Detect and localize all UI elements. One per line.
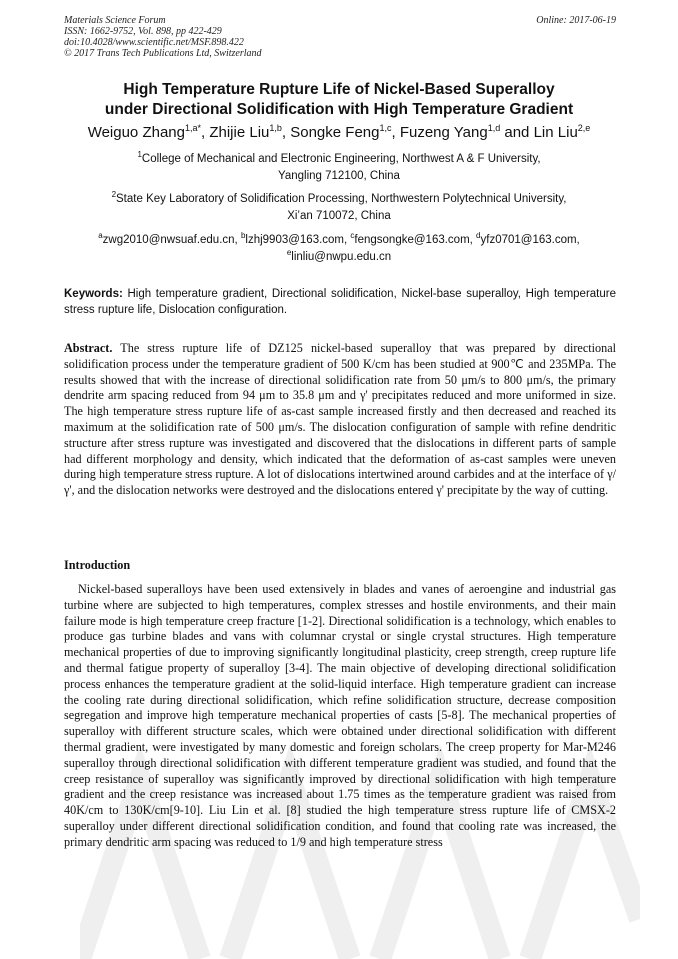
title-line-2: under Directional Solidification with High Temperature Gradient [104, 101, 574, 118]
email-link[interactable]: linliu@nwpu.edu.cn [291, 251, 392, 263]
author-sep: , [201, 124, 210, 141]
email-sup: c [350, 231, 355, 240]
online-date: Online: 2017-06-19 [536, 15, 616, 26]
author-name: Fuzeng Yang [399, 124, 488, 141]
affiliation-line: State Key Laboratory of Solidification Processing, Northwestern Polytechnical University, [116, 193, 567, 205]
affiliation-line: Yangling 712100, China [278, 170, 400, 182]
email-link[interactable]: lzhj9903@163.com, [245, 234, 351, 246]
author-sep: , [281, 124, 291, 141]
email-link[interactable]: zwg2010@nwsuaf.edu.cn, [102, 234, 241, 246]
author-name: Lin Liu [533, 124, 578, 141]
author-sup: 1,c [379, 123, 392, 133]
author-sup: 2,e [577, 123, 591, 133]
introduction-paragraph: Nickel-based superalloys have been used extensively in blades and vanes of aeroengine and industrial gas turbine where are subjected to high temperatures, complex stresses and hostile environments, and their main failure mode is high temperature creep fracture [1-2]. Directional solidification is a technology, which enables to produce gas turbine blades and vans with columnar crystal or single crystal structures. High temperature mechanical properties of due to improving significantly longitudinal plasticity, creep strength, creep rupture life and thermal fatigue property of superalloy [3-4]. The main objective of developing directional solidification process enhances the temperature gradient at the solid-liquid interface. High temperature gradient can increase the cooling rate during directional solidification, which refine solidification structure, decrease composition segregation and improve high temperature mechanical properties of casts [5-8]. The mechanical properties of superalloy with different structure scales, which were obtained under directional solidification with different thermal gradient, were investigated by many domestic and foreign scholars. The creep property for Mar-M246 superalloy through directional solidification with different temperature gradient was studied, and found that the creep resistance of superalloy was significantly improved by directional solidification with high temperature gradient and the creep resistance was increased about 1.75 times as the temperature gradient was raised from 40K/cm to 130K/cm[9-10]. Liu Lin et al. [8] studied the high temperature stress rupture life of CMSX-2 superalloy under different directional solidification condition, and found that cooling rate was increased, the primary dendritic arm spacing was reduced to 1/9 and high temperature stress [64, 582, 616, 849]
author-sup: 1,b [269, 123, 282, 133]
author-list [40, 123, 638, 143]
author-sup: 1,d [487, 123, 501, 133]
keywords-text: High temperature gradient, Directional solidification, Nickel-base superalloy, High temperature stress rupture life, Dislocation configuration. [64, 288, 616, 316]
journal-name: Materials Science Forum [64, 15, 166, 26]
email-sup: b [240, 231, 246, 240]
author-name: Zhijie Liu [209, 124, 270, 141]
email-sup: a [98, 231, 103, 240]
abstract-section [64, 341, 616, 499]
keywords-section [64, 286, 616, 318]
author-name: Songke Feng [290, 124, 380, 141]
copyright: © 2017 Trans Tech Publications Ltd, Switzerland [64, 48, 262, 59]
title-line-1: High Temperature Rupture Life of Nickel-Based Superalloy [123, 81, 555, 98]
email-link[interactable]: yfz0701@163.com, [480, 234, 580, 246]
email-sup: d [476, 231, 481, 240]
journal-header [64, 15, 616, 59]
author-sup: 1,a* [184, 123, 201, 133]
issn: ISSN: 1662-9752, Vol. 898, pp 422-429 [64, 26, 222, 37]
affiliation-sup: 1 [137, 150, 142, 159]
email-sup: e [286, 248, 292, 257]
affiliation-sup: 2 [111, 190, 117, 199]
affiliation-line: Xi’an 710072, China [287, 210, 391, 222]
introduction-heading: Introduction [64, 558, 131, 572]
email-list [60, 232, 618, 266]
keywords-label: Keywords: [64, 288, 123, 300]
affiliation-line: College of Mechanical and Electronic Engineering, Northwest A & F University, [141, 153, 541, 165]
abstract-text: The stress rupture life of DZ125 nickel-based superalloy that was prepared by directional solidification process under the temperature gradient of 500 K/cm has been studied at 900℃ and 235MPa. The results showed that with the increase of directional solidification rate from 50 μm/s to 800 μm/s, the primary dendrite arm spacing reduced from 94 μm to 35.8 μm and γ' precipitates reduced and more uniformed in size. The high temperature stress rupture life of as-cast sample increased firstly and then decreased and reached its maximum at the solidification rate of 500 μm/s. The dislocation configuration of sample with refine dendritic structure after stress rupture was investigated and discovered that the dislocations in different parts of sample had different morphology and density, which indicated that the deformation of as-cast samples were uneven during high temperature stress rupture. A lot of dislocations intertwined around carbides and at the interface of γ/γ', and the dislocation networks were destroyed and the dislocations entered γ' precipitate by the way of cutting. [64, 341, 616, 498]
affiliation-2 [60, 191, 618, 225]
abstract-label: Abstract. [64, 341, 113, 355]
doi: doi:10.4028/www.scientific.net/MSF.898.422 [64, 37, 244, 48]
author-name: Weiguo Zhang [87, 124, 185, 141]
email-link[interactable]: fengsongke@163.com, [354, 234, 477, 246]
author-sep: and [500, 124, 534, 141]
affiliation-1 [60, 151, 618, 185]
author-sep: , [391, 124, 400, 141]
paper-title [40, 80, 638, 120]
